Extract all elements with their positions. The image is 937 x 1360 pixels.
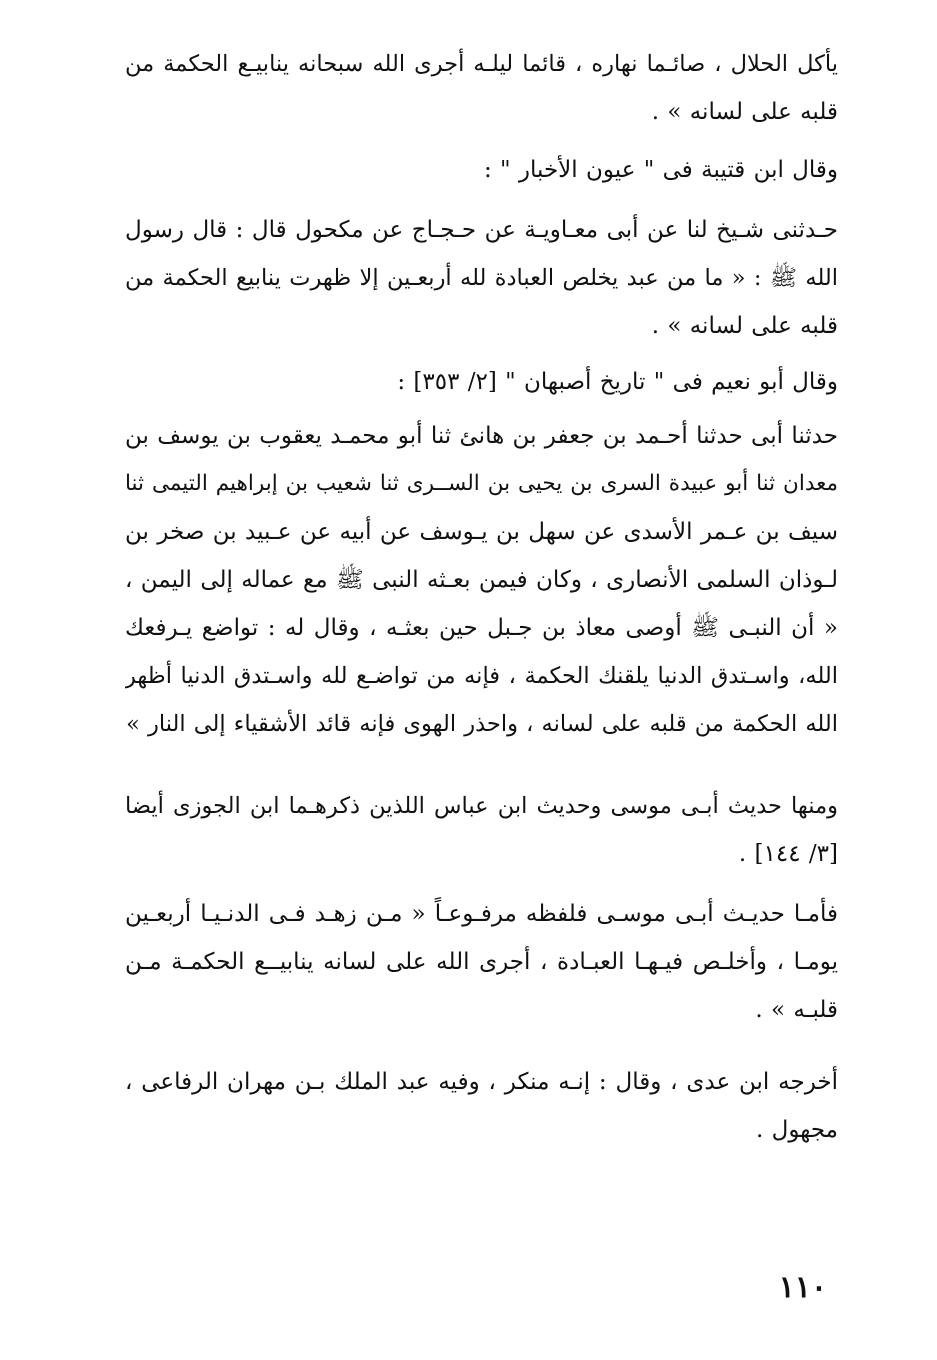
- text-line: قلبـه » .: [755, 997, 838, 1023]
- text-line: حـدثنى شـيخ لنا عن أبى معـاويـة عن حـجـاج عن مكحول قال : قال رسول: [125, 217, 838, 243]
- text-line: الله ﷺ : « ما من عبد يخلص العبادة لله أربعـين إلا ظهرت ينابيع الحكمة من: [125, 265, 838, 291]
- paragraph-1: [125, 40, 838, 136]
- paragraph-5: [125, 412, 838, 748]
- text-line: قلبه على لسانه » .: [651, 99, 838, 125]
- text-line: « أن النبـى ﷺ أوصى معاذ بن جـبل حين بعثـه ، وقال له : تواضع يـرفعك: [125, 615, 838, 641]
- text-line: وقال ابن قتيبة فى " عيون الأخبار " :: [483, 157, 838, 183]
- text-line: معدان ثنا أبو عبيدة السرى بن يحيى بن الســرى ثنا شعيب بن إبراهيم التيمى ثنا: [125, 471, 838, 496]
- text-line: [٣/ ١٤٤] .: [738, 841, 838, 867]
- text-line: الله، واسـتدق الدنيا يلقنك الحكمة ، فإنه من تواضـع لله واسـتدق الدنيا أظهر: [125, 663, 838, 689]
- paragraph-4-citation: [125, 358, 838, 406]
- paragraph-2-citation: [125, 146, 838, 194]
- paragraph-6: [125, 782, 838, 878]
- page-number: ١١٠: [778, 1270, 827, 1305]
- text-line: يومـا ، وأخلـص فيـهـا العبـادة ، أجرى الله على لسانه ينابيــع الحكمـة مـن: [125, 949, 838, 975]
- text-line: حدثنا أبى حدثنا أحـمد بن جعفر بن هانئ ثنا أبو محمـد يعقوب بن يوسف بن: [125, 423, 838, 449]
- text-line: لـوذان السلمى الأنصارى ، وكان فيمن بعـثه النبى ﷺ مع عماله إلى اليمن ،: [125, 567, 838, 593]
- paragraph-7: [125, 890, 838, 1034]
- text-line: قلبه على لسانه » .: [651, 313, 838, 339]
- paragraph-3: [125, 206, 838, 350]
- text-line: يأكل الحلال ، صائـما نهاره ، قائما ليلـه أجرى الله سبحانه ينابيـع الحكمة من: [125, 51, 838, 77]
- text-line: الله الحكمة من قلبه على لسانه ، واحذر الهوى فإنه قائد الأشقياء إلى النار »: [126, 711, 838, 737]
- text-line: ومنها حديث أبـى موسى وحديث ابن عباس اللذين ذكرهـما ابن الجوزى أيضا: [125, 793, 838, 819]
- text-line: سيف بن عـمر الأسدى عن سهل بن يـوسف عن أبيه عن عـبيد بن صخر بن: [125, 519, 838, 545]
- text-line: مجهول .: [756, 1117, 838, 1143]
- text-line: فأمـا حديـث أبـى موسـى فلفظه مرفـوعـاً « مـن زهـد فـى الدنـيـا أربعـين: [125, 901, 838, 927]
- text-line: أخرجه ابن عدى ، وقال : إنـه منكر ، وفيه عبد الملك بـن مهران الرفاعى ،: [125, 1069, 838, 1095]
- paragraph-8: [125, 1058, 838, 1154]
- text-line: وقال أبو نعيم فى " تاريخ أصبهان " [٢/ ٣٥٣] :: [397, 369, 838, 395]
